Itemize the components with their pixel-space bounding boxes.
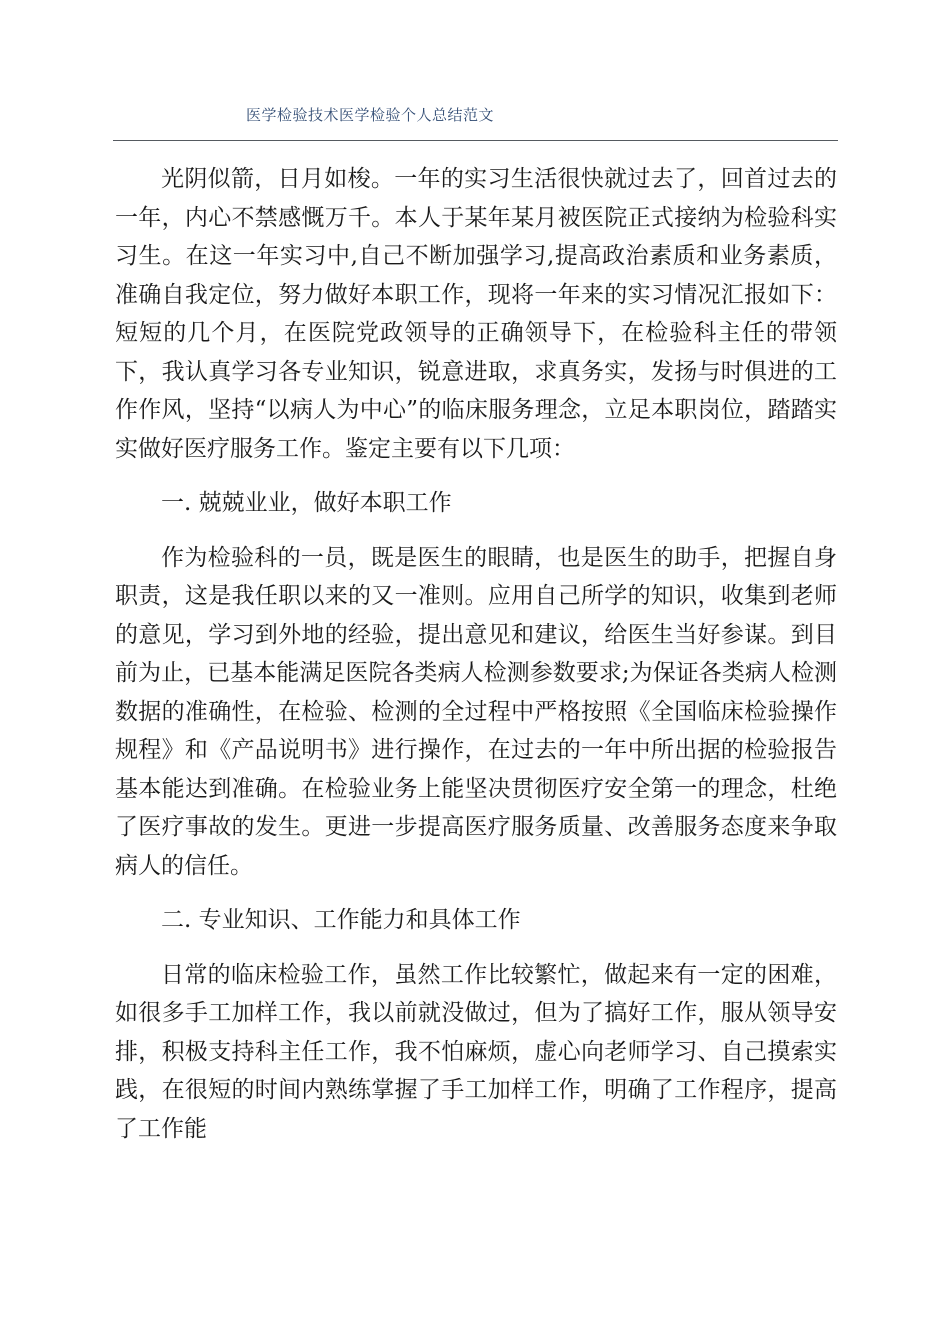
section-1-paragraph: 作为检验科的一员，既是医生的眼睛，也是医生的助手，把握自身职责，这是我任职以来的又一准则。应用自己所学的知识，收集到老师的意见，学习到外地的经验，提出意见和建议，给医生当好参谋。到目前为止，已基本能满足医院各类病人检测参数要求;为保证各类病人检测数据的准确性，在检验、检测的全过程中严格按照《全国临床检验操作规程》和《产品说明书》进行操作，在过去的一年中所出据的检验报告基本能达到准确。在检验业务上能坚决贯彻医疗安全第一的理念，杜绝了医疗事故的发生。更进一步提高医疗服务质量、改善服务态度来争取病人的信任。 <box>115 544 837 879</box>
section-2-paragraph: 日常的临床检验工作，虽然工作比较繁忙，做起来有一定的困难，如很多手工加样工作，我以前就没做过，但为了搞好工作，服从领导安排，积极支持科主任工作，我不怕麻烦，虚心向老师学习、自己摸索实践，在很短的时间内熟练掌握了手工加样工作，明确了工作程序，提高了工作能 <box>115 961 837 1142</box>
document-body <box>115 160 837 1164</box>
section-2-heading: 二. 专业知识、工作能力和具体工作 <box>161 907 521 933</box>
document-header-title: 医学检验技术医学检验个人总结范文 <box>246 106 495 124</box>
header-divider <box>113 140 838 141</box>
section-1-heading: 一. 兢兢业业，做好本职工作 <box>161 490 452 516</box>
intro-paragraph: 光阴似箭，日月如梭。一年的实习生活很快就过去了，回首过去的一年，内心不禁感慨万千。本人于某年某月被医院正式接纳为检验科实习生。在这一年实习中,自己不断加强学习,提高政治素质和业务素质，准确自我定位，努力做好本职工作，现将一年来的实习情况汇报如下：短短的几个月，在医院党政领导的正确领导下，在检验科主任的带领下，我认真学习各专业知识，锐意进取，求真务实，发扬与时俱进的工作作风，坚持“以病人为中心”的临床服务理念，立足本职岗位，踏踏实实做好医疗服务工作。鉴定主要有以下几项： <box>115 166 837 462</box>
